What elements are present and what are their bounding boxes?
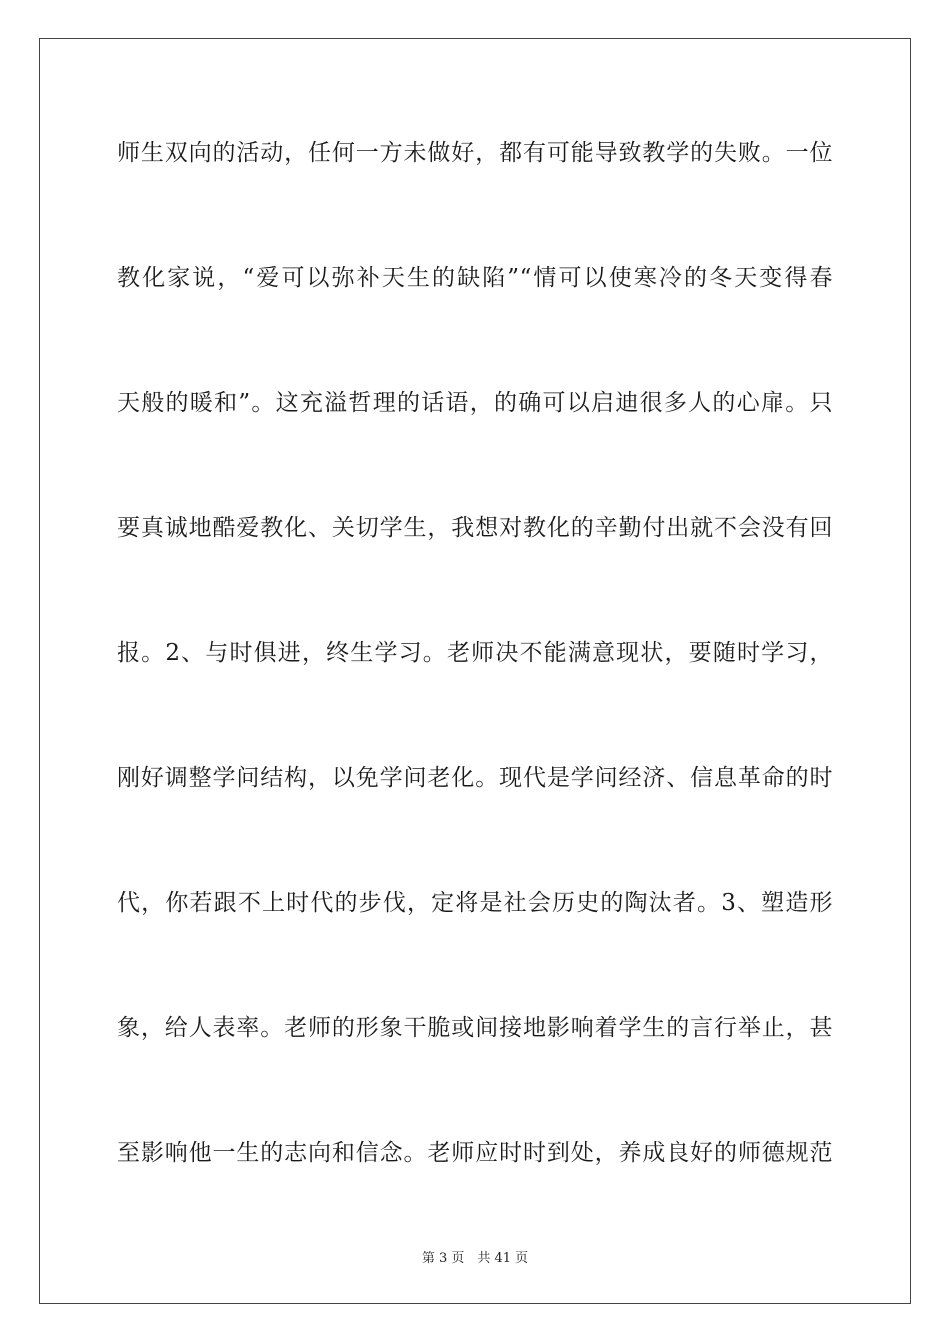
page-number: 第 3 页 共 41 页 (421, 1251, 529, 1266)
text-line: 代，你若跟不上时代的步伐，定将是社会历史的陶汰者。3、塑造形 (117, 890, 833, 916)
text-line: 教化家说，“爱可以弥补天生的缺陷”“情可以使寒冷的冬天变得春 (117, 265, 833, 291)
text-line: 象，给人表率。老师的形象干脆或间接地影响着学生的言行举止，甚 (117, 1015, 833, 1041)
text-line: 天般的暖和”。这充溢哲理的话语，的确可以启迪很多人的心扉。只 (117, 390, 833, 416)
text-line: 要真诚地酷爱教化、关切学生，我想对教化的辛勤付出就不会没有回 (117, 515, 833, 541)
text-line: 报。2、与时俱进，终生学习。老师决不能满意现状，要随时学习， (117, 640, 833, 666)
text-line: 师生双向的活动，任何一方未做好，都有可能导致教学的失败。一位 (117, 140, 833, 166)
document-body (117, 126, 833, 1251)
text-line: 刚好调整学问结构，以免学问老化。现代是学问经济、信息革命的时 (117, 765, 833, 791)
text-line: 至影响他一生的志向和信念。老师应时时到处，养成良好的师德规范 (117, 1140, 833, 1166)
